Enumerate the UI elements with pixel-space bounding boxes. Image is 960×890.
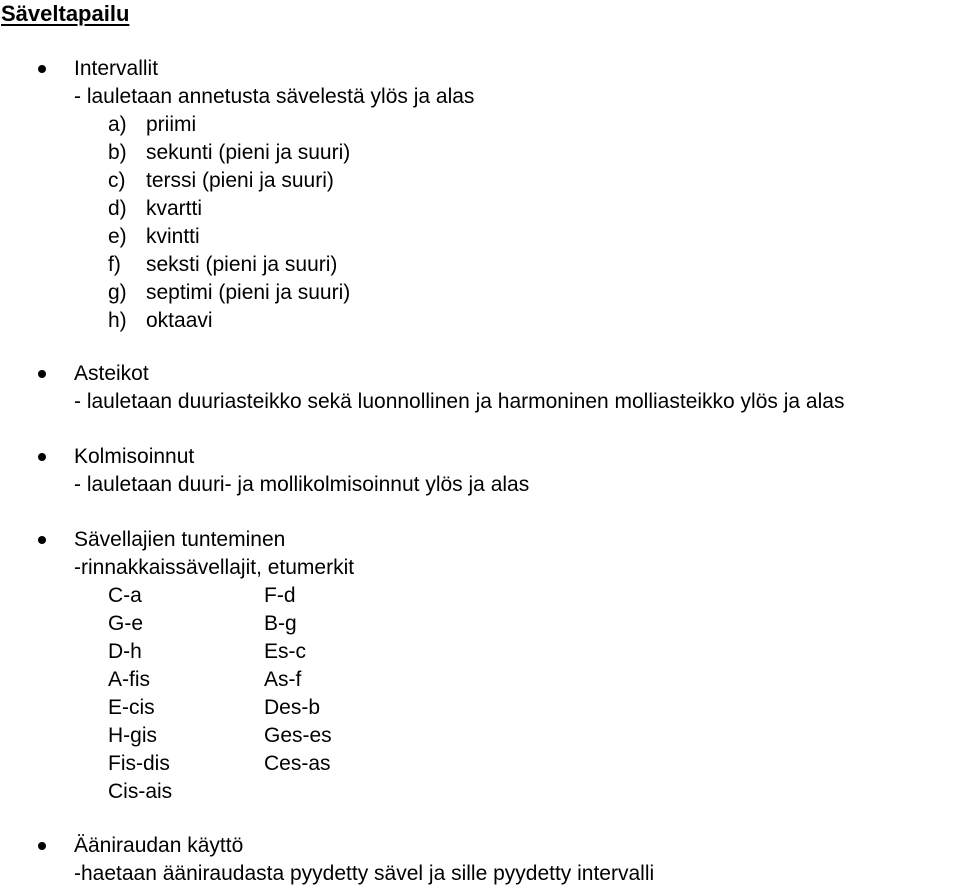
list-item-text: sekunti (pieni ja suuri) — [146, 141, 351, 164]
key-pair-sharp: A-fis — [108, 668, 150, 691]
bullet-icon — [38, 65, 46, 73]
list-item-letter: a) — [108, 113, 127, 136]
key-pair-sharp: Cis-ais — [108, 780, 173, 803]
page-title: Säveltapailu — [1, 1, 130, 26]
key-pair-sharp: Fis-dis — [108, 752, 170, 775]
key-pair-flat: F-d — [264, 584, 296, 607]
list-item-text: septimi (pieni ja suuri) — [146, 281, 351, 304]
key-pair-sharp: C-a — [108, 584, 142, 607]
section-description: - lauletaan duuri- ja mollikolmisoinnut ylös ja alas — [74, 473, 530, 496]
bullet-icon — [38, 370, 46, 378]
section-heading: Asteikot — [74, 362, 149, 385]
bullet-icon — [38, 536, 46, 544]
list-item-letter: b) — [108, 141, 127, 164]
section-description: - lauletaan annetusta sävelestä ylös ja alas — [74, 85, 475, 108]
list-item-text: oktaavi — [146, 309, 213, 332]
key-pair-flat: B-g — [264, 612, 297, 635]
key-pair-flat: As-f — [264, 668, 302, 691]
key-pair-flat: Des-b — [264, 696, 321, 719]
list-item-letter: d) — [108, 197, 127, 220]
list-item-letter: c) — [108, 169, 126, 192]
key-pair-flat: Ces-as — [264, 752, 331, 775]
section-heading: Kolmisoinnut — [74, 445, 195, 468]
list-item-letter: f) — [108, 253, 121, 276]
bullet-icon — [38, 453, 46, 461]
list-item-letter: h) — [108, 309, 127, 332]
section-heading: Sävellajien tunteminen — [74, 528, 286, 551]
list-item-text: priimi — [146, 113, 197, 136]
section-description: - lauletaan duuriasteikko sekä luonnollinen ja harmoninen molliasteikko ylös ja alas — [74, 390, 845, 413]
section-description: -haetaan ääniraudasta pyydetty sävel ja sille pyydetty intervalli — [74, 862, 655, 885]
key-pair-sharp: H-gis — [108, 724, 158, 747]
key-pair-sharp: G-e — [108, 612, 144, 635]
list-item-text: kvintti — [146, 225, 200, 248]
list-item-letter: e) — [108, 225, 127, 248]
section-description: -rinnakkaissävellajit, etumerkit — [74, 556, 355, 579]
list-item-text: seksti (pieni ja suuri) — [146, 253, 338, 276]
bullet-icon — [38, 842, 46, 850]
key-pair-sharp: E-cis — [108, 696, 155, 719]
key-pair-sharp: D-h — [108, 640, 142, 663]
list-item-text: kvartti — [146, 197, 203, 220]
list-item-letter: g) — [108, 281, 127, 304]
section-heading: Ääniraudan käyttö — [74, 834, 244, 857]
section-heading: Intervallit — [74, 57, 159, 80]
key-pair-flat: Ges-es — [264, 724, 332, 747]
key-pair-flat: Es-c — [264, 640, 306, 663]
list-item-text: terssi (pieni ja suuri) — [146, 169, 334, 192]
